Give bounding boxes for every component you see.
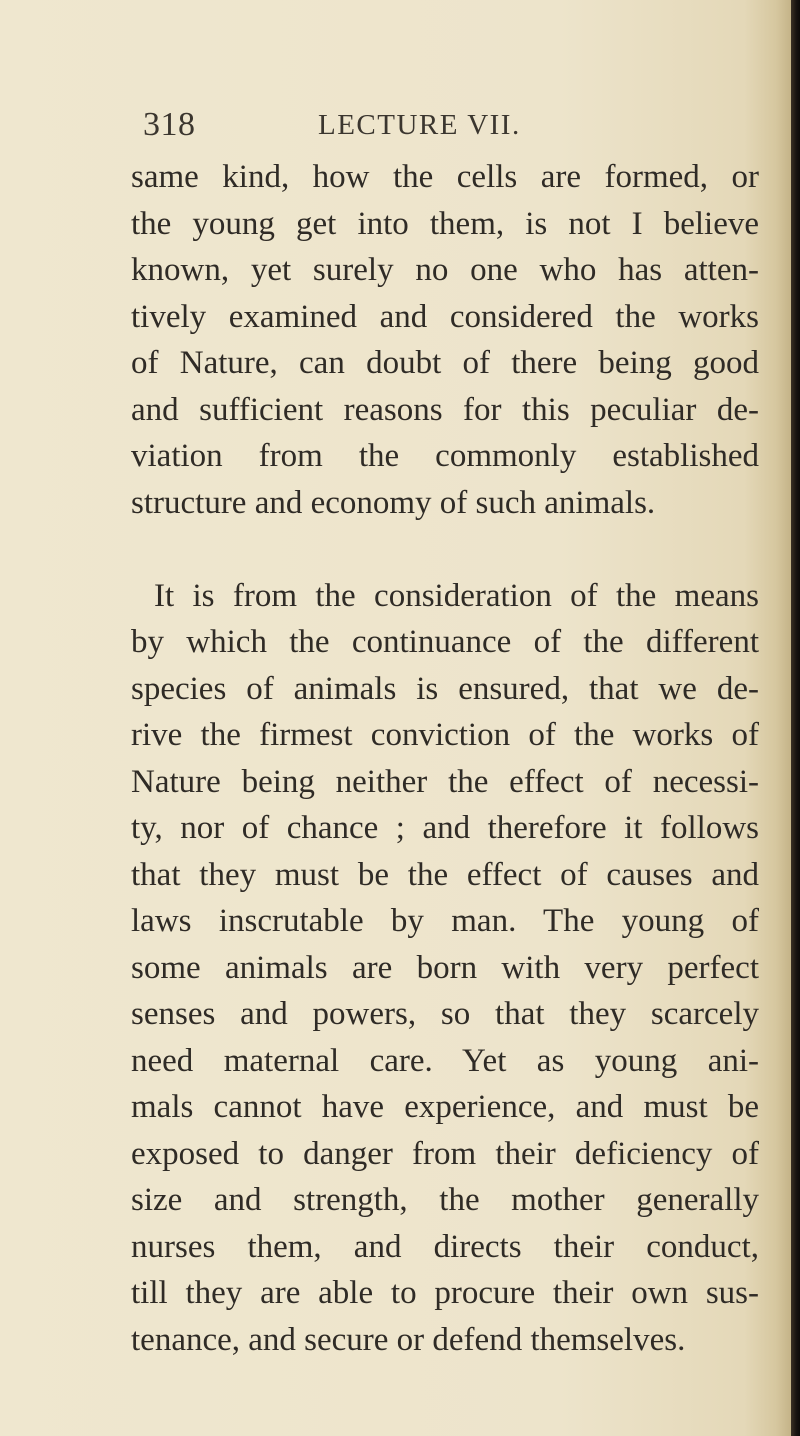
text-line: mals cannot have experience, and must be bbox=[131, 1089, 759, 1125]
text-line: known, yet surely no one who has atten- bbox=[131, 252, 759, 288]
text-line: Nature being neither the effect of necessi- bbox=[131, 763, 759, 800]
page-binding-edge bbox=[791, 0, 800, 1436]
text-line: same kind, how the cells are formed, or bbox=[131, 159, 759, 195]
paragraph-2 bbox=[131, 573, 759, 1364]
text-line: and sufficient reasons for this peculiar de- bbox=[131, 391, 759, 428]
paragraph-1 bbox=[131, 154, 759, 526]
text-line: exposed to danger from their deficiency of bbox=[131, 1135, 759, 1172]
text-line: It is from the consideration of the means bbox=[154, 577, 759, 614]
text-line: need maternal care. Yet as young ani- bbox=[131, 1042, 759, 1079]
running-head bbox=[0, 104, 800, 148]
paragraph-gap bbox=[131, 526, 759, 573]
text-line: nurses them, and directs their conduct, bbox=[131, 1228, 759, 1265]
page-number: 318 bbox=[143, 106, 196, 143]
text-line: of Nature, can doubt of there being good bbox=[131, 345, 759, 381]
text-line: structure and economy of such animals. bbox=[131, 484, 656, 521]
text-line: tively examined and considered the works bbox=[131, 298, 759, 335]
text-line: species of animals is ensured, that we de- bbox=[131, 670, 759, 707]
body-text bbox=[131, 154, 759, 1363]
text-line: senses and powers, so that they scarcely bbox=[131, 996, 759, 1032]
text-line: some animals are born with very perfect bbox=[131, 949, 759, 986]
text-line: viation from the commonly established bbox=[131, 438, 759, 474]
text-line: ty, nor of chance ; and therefore it follows bbox=[131, 810, 759, 846]
text-line: tenance, and secure or defend themselves. bbox=[131, 1321, 686, 1358]
text-line: laws inscrutable by man. The young of bbox=[131, 903, 759, 939]
text-line: till they are able to procure their own sus- bbox=[131, 1275, 759, 1311]
text-line: rive the firmest conviction of the works of bbox=[131, 717, 759, 753]
text-line: the young get into them, is not I believe bbox=[131, 205, 759, 242]
text-line: size and strength, the mother generally bbox=[131, 1182, 759, 1218]
running-title: LECTURE VII. bbox=[318, 109, 521, 141]
text-line: that they must be the effect of causes and bbox=[131, 856, 759, 893]
text-line: by which the continuance of the different bbox=[131, 624, 759, 660]
